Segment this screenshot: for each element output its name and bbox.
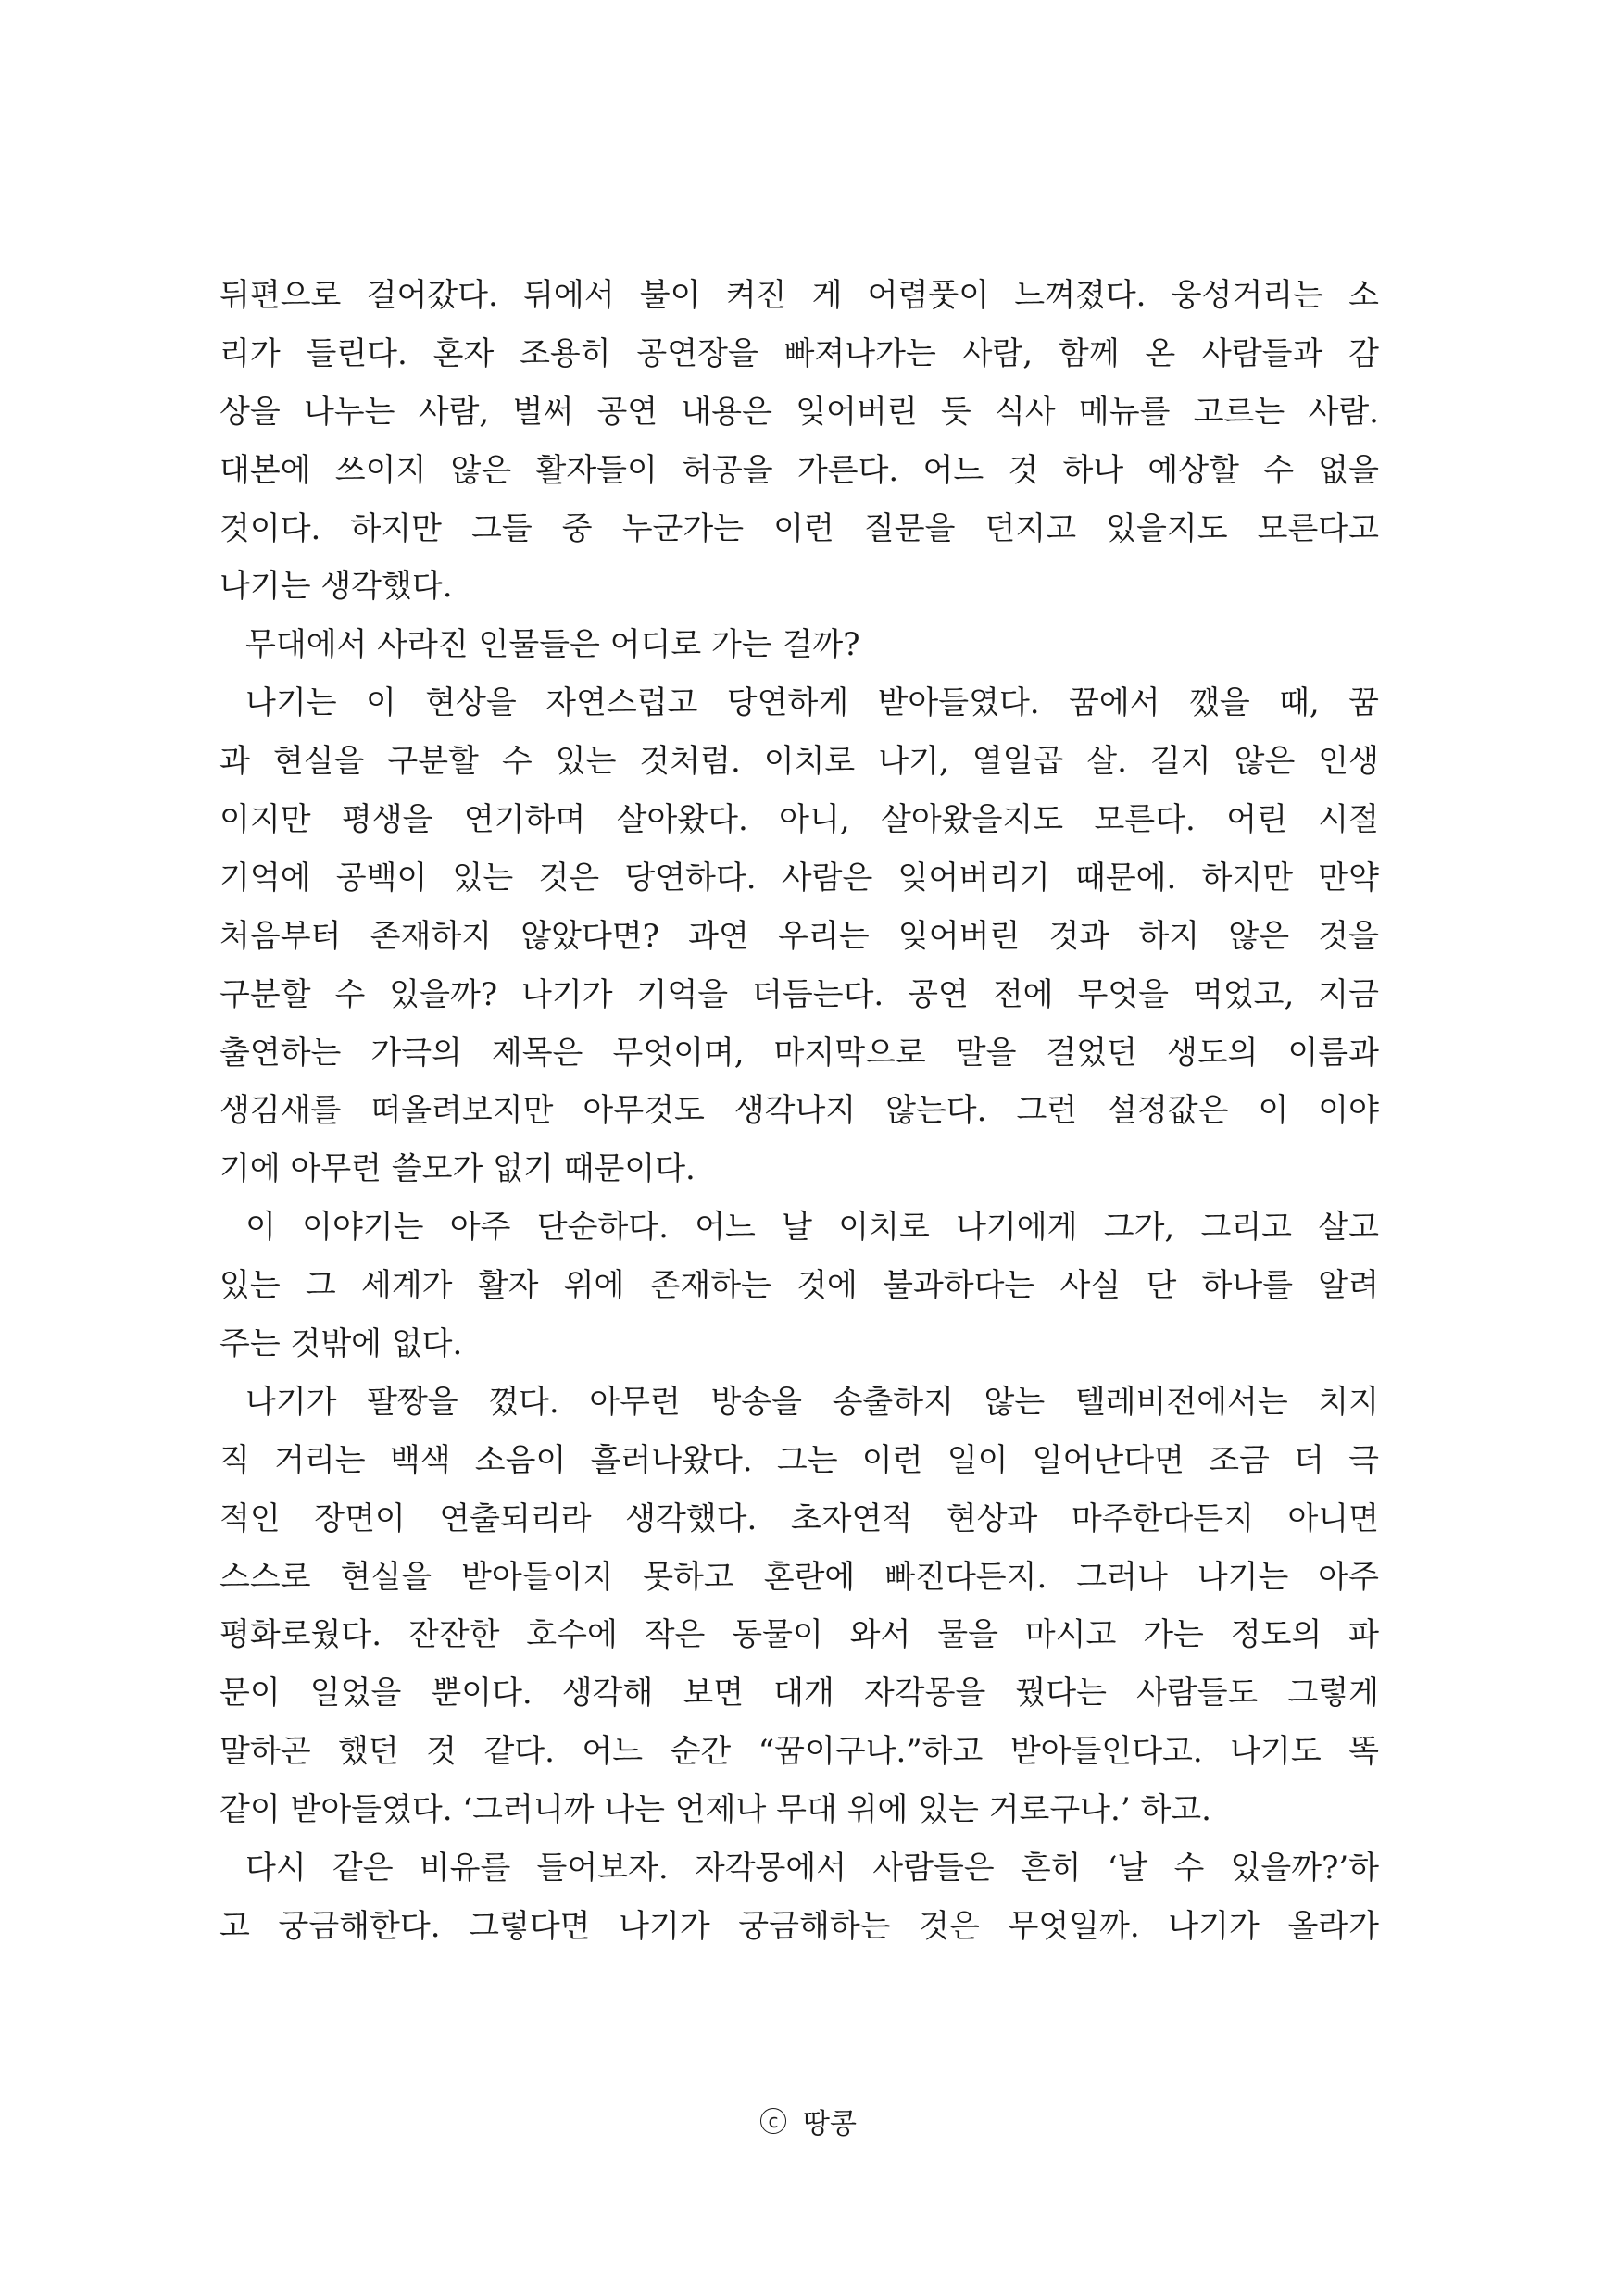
text-line: 이 이야기는 아주 단순하다. 어느 날 이치로 나기에게 그가, 그리고 살고 [245,1209,1379,1247]
text-line: 기억에 공백이 있는 것은 당연하다. 사람은 잊어버리기 때문에. 하지만 만약 [219,859,1379,897]
copyright-icon: c [760,2108,786,2134]
text-line: 생김새를 떠올려보지만 아무것도 생각나지 않는다. 그런 설정값은 이 이야 [219,1092,1379,1130]
text-line: 것이다. 하지만 그들 중 누군가는 이런 질문을 던지고 있을지도 모른다고 [219,509,1379,547]
text-line: 같이 받아들였다. ‘그러니까 나는 언제나 무대 위에 있는 거로구나.’ 하고. [219,1791,1211,1829]
text-line: 적인 장면이 연출되리라 생각했다. 초자연적 현상과 마주한다든지 아니면 [219,1499,1379,1537]
text-line: 평화로웠다. 잔잔한 호수에 작은 동물이 와서 물을 마시고 가는 정도의 파 [219,1616,1379,1654]
text-line: 있는 그 세계가 활자 위에 존재하는 것에 불과하다는 사실 단 하나를 알려 [219,1267,1379,1305]
text-line: 대본에 쓰이지 않은 활자들이 허공을 가른다. 어느 것 하나 예상할 수 없을 [219,451,1379,489]
text-line: 뒤편으로 걸어갔다. 뒤에서 불이 켜진 게 어렴풋이 느껴졌다. 웅성거리는 소 [219,277,1379,314]
body-text [219,267,1379,1956]
text-line: 고 궁금해한다. 그렇다면 나기가 궁금해하는 것은 무엇일까. 나기가 올라가 [219,1907,1379,1945]
author-name: 땅콩 [803,2108,857,2140]
text-line: 나기는 생각했다. [219,568,453,606]
text-line: 상을 나누는 사람, 벌써 공연 내용은 잊어버린 듯 식사 메뉴를 고르는 사람. [219,393,1379,431]
text-line: 말하곤 했던 것 같다. 어느 순간 “꿈이구나.”하고 받아들인다고. 나기도 똑 [219,1733,1379,1771]
text-line: 나기는 이 현상을 자연스럽고 당연하게 받아들였다. 꿈에서 깼을 때, 꿈 [245,684,1379,722]
text-line: 나기가 팔짱을 꼈다. 아무런 방송을 송출하지 않는 텔레비전에서는 치지 [245,1383,1379,1421]
text-line: 구분할 수 있을까? 나기가 기억을 더듬는다. 공연 전에 무엇을 먹었고, 지금 [219,975,1379,1013]
text-line: 기에 아무런 쓸모가 없기 때문이다. [219,1150,696,1188]
text-line: 다시 같은 비유를 들어보자. 자각몽에서 사람들은 흔히 ‘날 수 있을까?’하 [245,1850,1379,1888]
text-line: 문이 일었을 뿐이다. 생각해 보면 대개 자각몽을 꿨다는 사람들도 그렇게 [219,1675,1379,1713]
text-line: 주는 것밖에 없다. [219,1325,463,1363]
page-footer [0,2101,1617,2141]
text-line: 이지만 평생을 연기하며 살아왔다. 아니, 살아왔을지도 모른다. 어린 시절 [219,801,1379,839]
text-line: 무대에서 사라진 인물들은 어디로 가는 걸까? [245,626,860,664]
text-line: 처음부터 존재하지 않았다면? 과연 우리는 잊어버린 것과 하지 않은 것을 [219,917,1379,955]
text-line: 리가 들린다. 혼자 조용히 공연장을 빠져나가는 사람, 함께 온 사람들과 감 [219,334,1379,372]
text-line: 직 거리는 백색 소음이 흘러나왔다. 그는 이런 일이 일어난다면 조금 더 극 [219,1441,1379,1479]
text-line: 과 현실을 구분할 수 있는 것처럼. 이치로 나기, 열일곱 살. 길지 않은 인생 [219,743,1379,781]
text-line: 출연하는 가극의 제목은 무엇이며, 마지막으로 말을 걸었던 생도의 이름과 [219,1034,1379,1072]
text-line: 스스로 현실을 받아들이지 못하고 혼란에 빠진다든지. 그러나 나기는 아주 [219,1558,1379,1596]
